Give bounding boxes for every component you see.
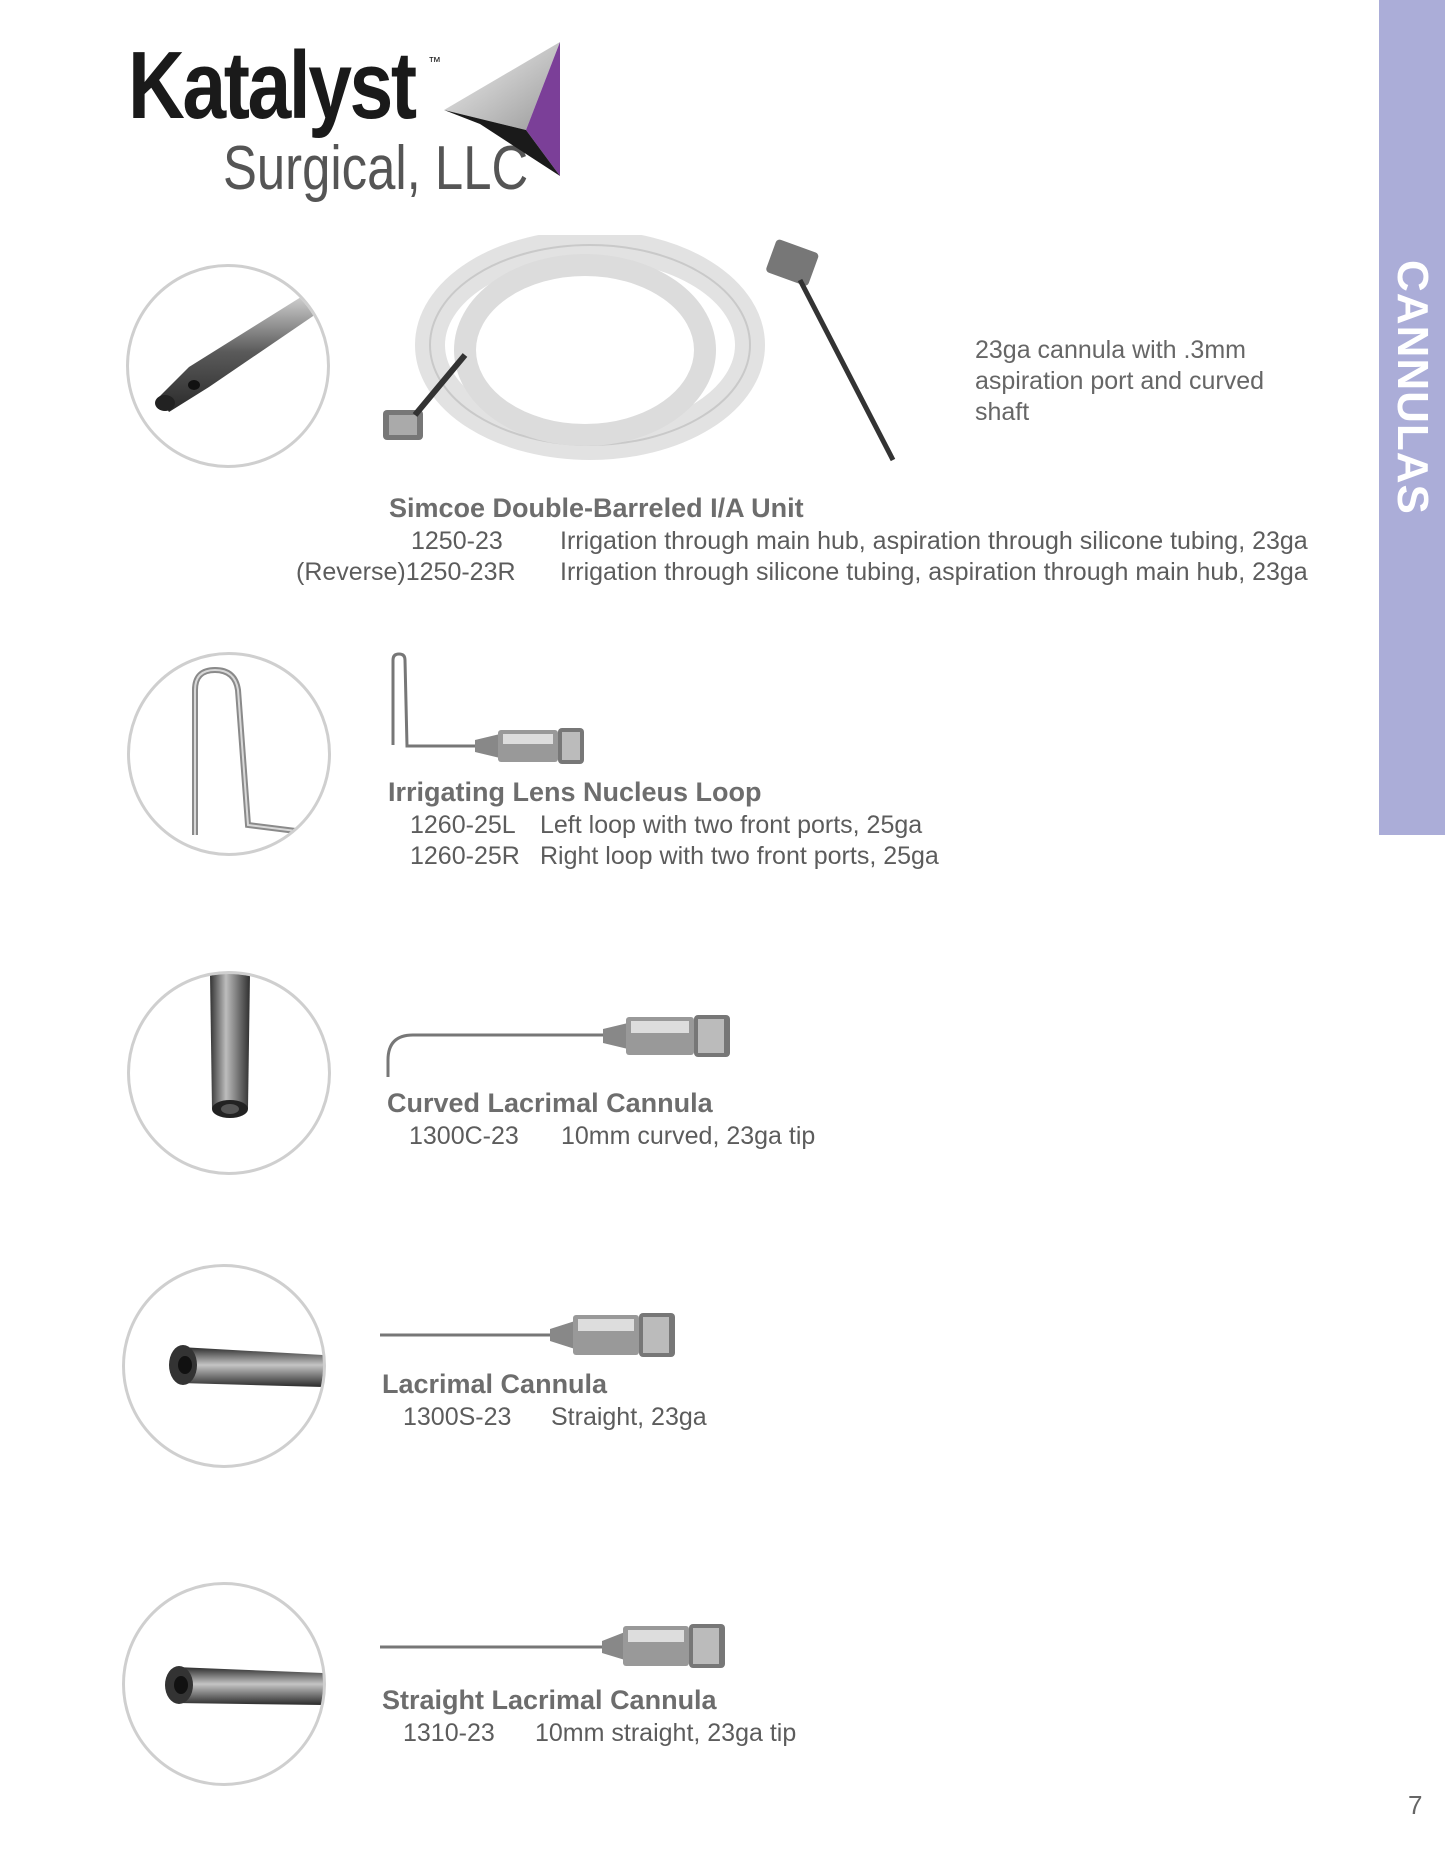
cannula-end-image xyxy=(130,974,328,1172)
lacrimal-cannula-image xyxy=(380,1305,685,1375)
simcoe-note: 23ga cannula with .3mm aspiration port and curved shaft xyxy=(975,336,1265,426)
straight-lacrimal-cannula-image xyxy=(380,1612,735,1682)
detail-circle-lacrimal xyxy=(122,1264,326,1468)
product-description: 10mm straight, 23ga tip xyxy=(535,1719,797,1747)
section-tab xyxy=(1379,0,1445,835)
curved-lacrimal-cannula-image xyxy=(383,1005,738,1085)
trademark-symbol: ™ xyxy=(428,54,441,69)
product-code: 1310-23 xyxy=(403,1719,495,1747)
product-code: 1300S-23 xyxy=(403,1403,512,1431)
product-code: 1250-23 xyxy=(411,527,503,555)
product-description: Straight, 23ga xyxy=(551,1403,707,1431)
simcoe-ia-unit-image xyxy=(375,235,905,470)
brand-triangle-logo xyxy=(440,38,565,178)
brand-subtitle: Surgical, LLC xyxy=(223,134,529,203)
product-description: Right loop with two front ports, 25ga xyxy=(540,842,939,870)
detail-circle-loop xyxy=(127,652,331,856)
product-description: Irrigation through silicone tubing, aspiration through main hub, 23ga xyxy=(560,558,1308,586)
page-number: 7 xyxy=(1408,1790,1423,1820)
product-title: Straight Lacrimal Cannula xyxy=(382,1685,717,1715)
product-description: Left loop with two front ports, 25ga xyxy=(540,811,923,839)
nucleus-loop-image xyxy=(385,650,605,770)
detail-circle-straight-lacrimal xyxy=(122,1582,326,1786)
product-code: 1260-25L xyxy=(410,811,516,839)
product-description: 10mm curved, 23ga tip xyxy=(561,1122,816,1150)
product-code: 1300C-23 xyxy=(409,1122,519,1150)
product-title: Curved Lacrimal Cannula xyxy=(387,1088,713,1118)
brand-name: Katalyst xyxy=(128,32,415,139)
product-title: Irrigating Lens Nucleus Loop xyxy=(388,777,762,807)
product-code: 1260-25R xyxy=(410,842,520,870)
cannula-tip-image xyxy=(129,267,327,465)
cannula-end-image xyxy=(125,1267,323,1465)
detail-circle-curved-lacrimal xyxy=(127,971,331,1175)
product-code: (Reverse)1250-23R xyxy=(296,558,516,586)
loop-tip-image xyxy=(130,655,328,853)
section-tab-label: CANNULAS xyxy=(1388,260,1437,515)
detail-circle-simcoe-tip xyxy=(126,264,330,468)
cannula-end-image xyxy=(125,1585,323,1783)
product-title: Simcoe Double-Barreled I/A Unit xyxy=(389,493,804,523)
product-title: Lacrimal Cannula xyxy=(382,1369,608,1399)
product-description: Irrigation through main hub, aspiration through silicone tubing, 23ga xyxy=(560,527,1308,555)
